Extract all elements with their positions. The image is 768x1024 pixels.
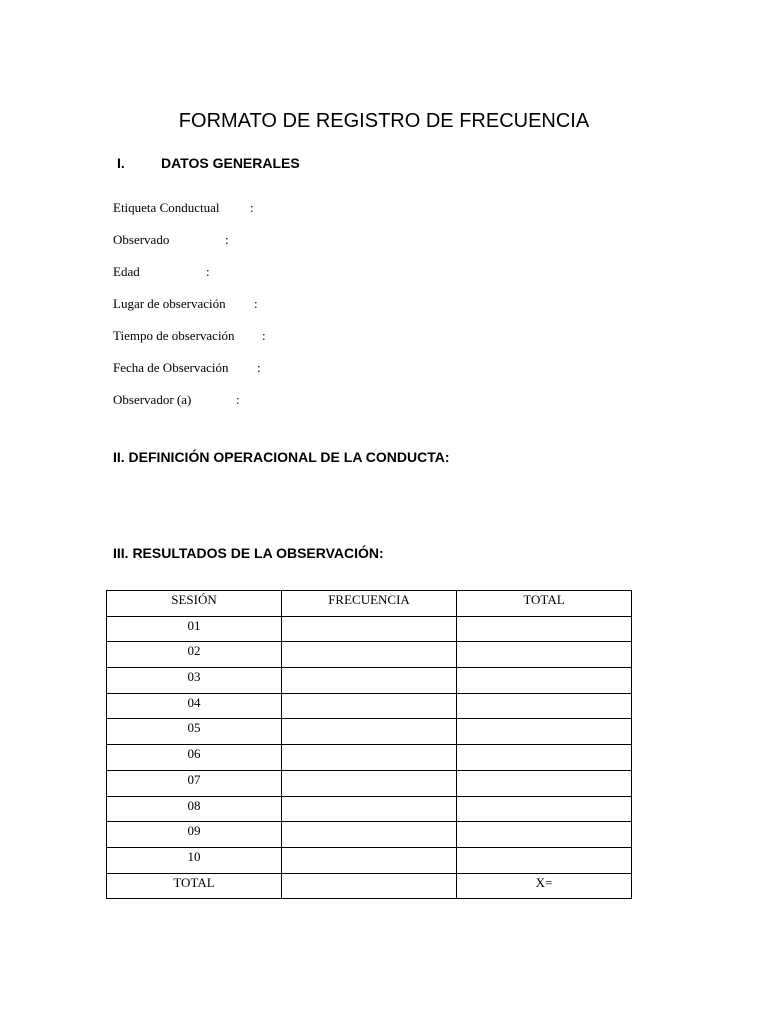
table-row [107, 719, 632, 745]
frequency-cell[interactable] [282, 796, 457, 822]
field-separator: : [262, 328, 266, 343]
header-frecuencia: FRECUENCIA [282, 591, 457, 617]
field-separator: : [206, 264, 210, 279]
section-3-heading: III. RESULTADOS DE LA OBSERVACIÓN: [113, 545, 384, 561]
session-cell: 04 [107, 693, 282, 719]
table-header-row [107, 591, 632, 617]
total-cell[interactable] [457, 719, 632, 745]
session-cell: 07 [107, 770, 282, 796]
field-separator: : [236, 392, 240, 407]
table-row [107, 796, 632, 822]
field-label: Fecha de Observación [113, 360, 229, 375]
table-row [107, 668, 632, 694]
section-1-number: I. [117, 155, 125, 171]
frequency-cell[interactable] [282, 719, 457, 745]
total-frequency-cell[interactable] [282, 873, 457, 899]
total-cell[interactable] [457, 668, 632, 694]
frequency-cell[interactable] [282, 770, 457, 796]
field-label: Observador (a) [113, 392, 192, 407]
field-separator: : [254, 296, 258, 311]
frequency-cell[interactable] [282, 693, 457, 719]
table-row [107, 745, 632, 771]
mean-cell[interactable]: X= [457, 873, 632, 899]
total-cell[interactable] [457, 616, 632, 642]
field-label: Observado [113, 232, 170, 247]
total-cell[interactable] [457, 770, 632, 796]
total-label-cell: TOTAL [107, 873, 282, 899]
total-cell[interactable] [457, 693, 632, 719]
frequency-cell[interactable] [282, 822, 457, 848]
total-cell[interactable] [457, 847, 632, 873]
field-separator: : [250, 200, 254, 215]
header-total: TOTAL [457, 591, 632, 617]
section-1-heading: DATOS GENERALES [161, 155, 300, 171]
session-cell: 10 [107, 847, 282, 873]
table-row [107, 847, 632, 873]
results-table [106, 590, 632, 899]
field-label: Tiempo de observación [113, 328, 235, 343]
total-cell[interactable] [457, 642, 632, 668]
table-row [107, 770, 632, 796]
table-row [107, 822, 632, 848]
frequency-cell[interactable] [282, 616, 457, 642]
field-label: Lugar de observación [113, 296, 226, 311]
total-cell[interactable] [457, 822, 632, 848]
session-cell: 03 [107, 668, 282, 694]
field-label: Etiqueta Conductual [113, 200, 220, 215]
session-cell: 02 [107, 642, 282, 668]
table-row [107, 693, 632, 719]
page-title: FORMATO DE REGISTRO DE FRECUENCIA [178, 110, 590, 132]
table-row [107, 616, 632, 642]
frequency-cell[interactable] [282, 668, 457, 694]
total-cell[interactable] [457, 796, 632, 822]
field-label: Edad [113, 264, 140, 279]
header-sesion: SESIÓN [107, 591, 282, 617]
session-cell: 01 [107, 616, 282, 642]
table-row [107, 642, 632, 668]
field-separator: : [257, 360, 261, 375]
session-cell: 06 [107, 745, 282, 771]
section-2-heading: II. DEFINICIÓN OPERACIONAL DE LA CONDUCTA: [113, 449, 450, 465]
session-cell: 09 [107, 822, 282, 848]
field-separator: : [225, 232, 229, 247]
session-cell: 08 [107, 796, 282, 822]
frequency-cell[interactable] [282, 642, 457, 668]
frequency-cell[interactable] [282, 847, 457, 873]
total-cell[interactable] [457, 745, 632, 771]
table-total-row [107, 873, 632, 899]
frequency-cell[interactable] [282, 745, 457, 771]
session-cell: 05 [107, 719, 282, 745]
